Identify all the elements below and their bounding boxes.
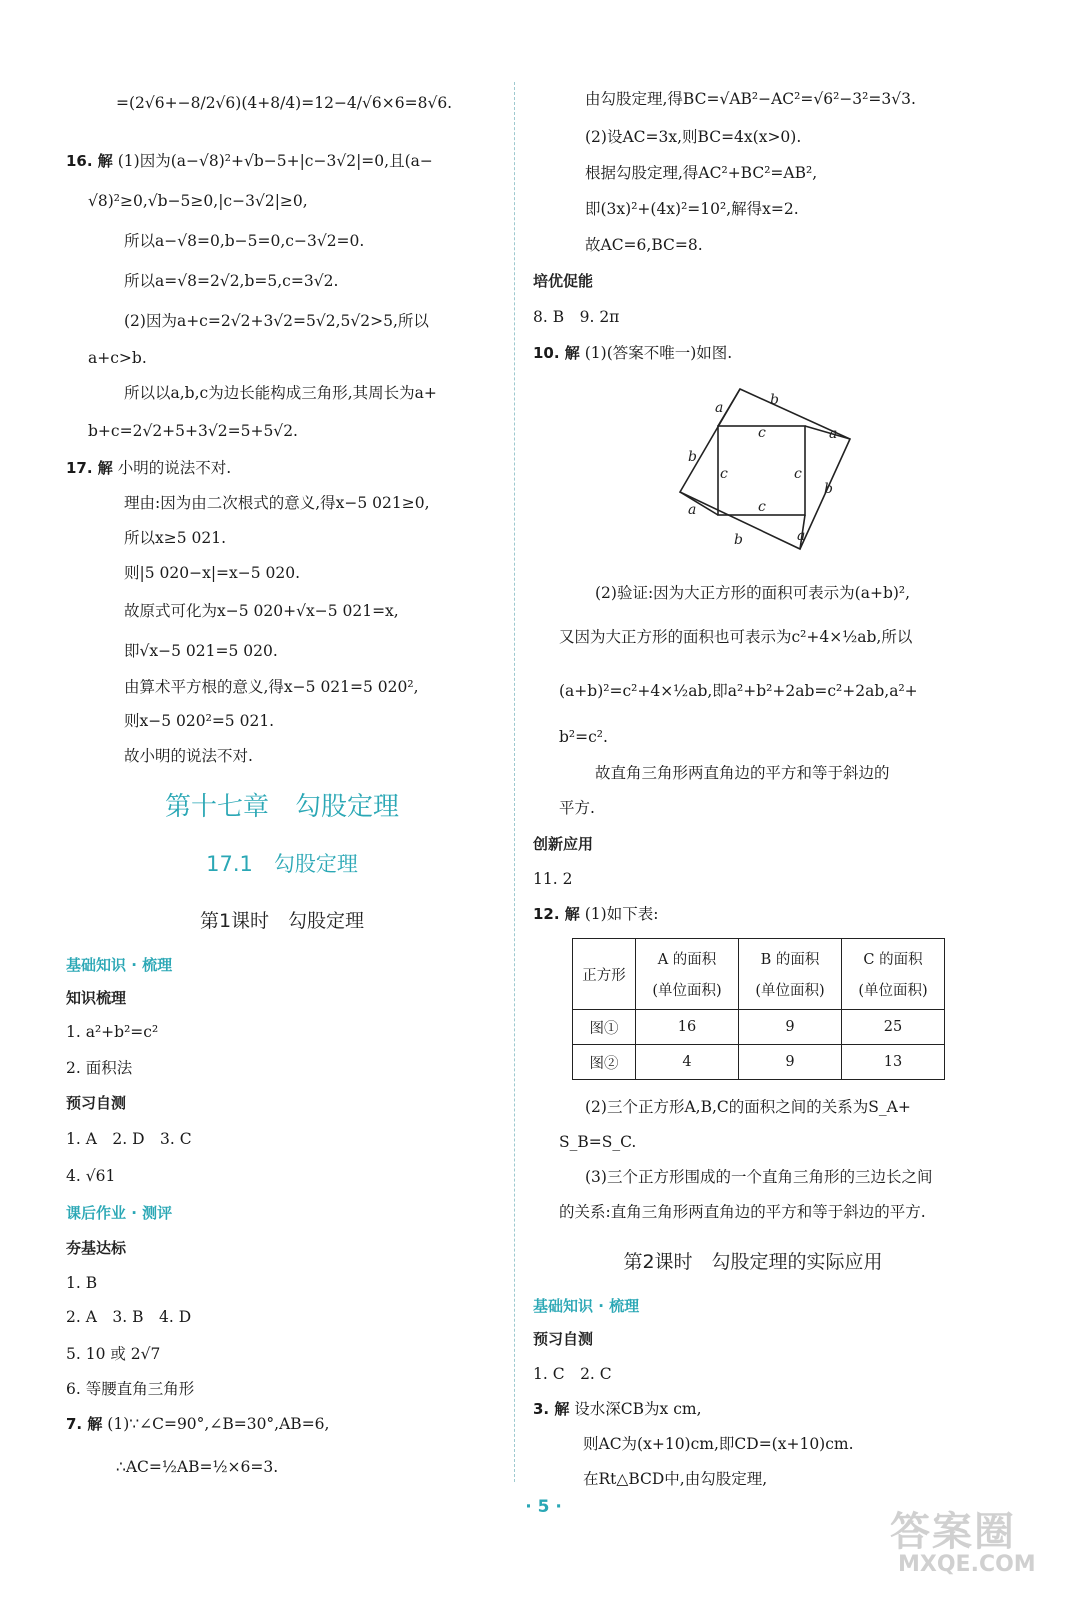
table-row-label: 图② [573,1045,636,1080]
lesson2-title: 第2课时 勾股定理的实际应用 [623,1251,883,1273]
advance-header: 培优促能 [533,272,594,290]
diagram-label: b [688,449,697,465]
q10-line-6: 故直角三角形两直角边的平方和等于斜边的 [595,764,890,782]
q17-line-4: 则|5 020−x|=x−5 020. [124,564,301,582]
q12-line-2: (2)三个正方形A,B,C的面积之间的关系为S_A+ [585,1098,911,1116]
answer-11: 11. 2 [533,870,573,888]
q17-line-9: 故小明的说法不对. [124,747,253,765]
diagram-label: b [824,481,833,497]
foundation-header: 夯基达标 [66,1239,127,1257]
r-line-2: (2)设AC=3x,则BC=4x(x>0). [585,128,802,146]
q10-line-3: 又因为大正方形的面积也可表示为c²+4×½ab,所以 [559,628,913,646]
homework-answer-1: 1. B [66,1274,98,1292]
diagram-label: a [797,528,806,544]
diagram-label: a [829,426,838,442]
chapter-title: 第十七章 勾股定理 [164,792,399,822]
r-line-5: 故AC=6,BC=8. [585,236,703,254]
watermark-logo: 答案圈 MXQE.COM [890,1509,1036,1577]
table-corner: 正方形 [573,939,636,1010]
homework-answer-6: 6. 等腰直角三角形 [66,1380,195,1398]
table-cell: 9 [739,1045,842,1080]
r-line-1: 由勾股定理,得BC=√AB²−AC²=√6²−3²=3√3. [585,90,916,108]
table-header-c: C 的面积 (单位面积) [842,939,945,1010]
q10-line-4: (a+b)²=c²+4×½ab,即a²+b²+2ab=c²+2ab,a²+ [559,682,918,700]
rq3-line-3: 在Rt△BCD中,由勾股定理, [583,1470,768,1488]
q17-line-8: 则x−5 020²=5 021. [124,712,275,730]
diagram-label: b [734,532,743,548]
diagram-inner-label: c [758,425,766,441]
q17-line-1: 17. 解 小明的说法不对. [66,459,232,477]
table-row [573,1045,945,1080]
q16-line-3: 所以a−√8=0,b−5=0,c−3√2=0. [124,232,365,250]
column-divider [514,82,515,1482]
diagram-label: b [770,392,779,408]
rq3-line-2: 则AC为(x+10)cm,即CD=(x+10)cm. [583,1435,854,1453]
q10-line-5: b²=c². [559,728,608,746]
lesson1-title: 第1课时 勾股定理 [199,910,365,932]
square-area-table [572,938,945,1080]
preview-test-header-2: 预习自测 [533,1330,594,1348]
preview-answers-1-3: 1. A 2. D 3. C [66,1130,192,1148]
table-header-row [573,939,945,1010]
rq3-line-1: 3. 解 设水深CB为x cm, [533,1400,702,1418]
q16-line-7: 所以以a,b,c为边长能构成三角形,其周长为a+ [124,384,437,402]
q12-line-1: 12. 解 (1)如下表: [533,905,659,923]
preview-answer-4: 4. √61 [66,1167,116,1185]
homework-answer-5: 5. 10 或 2√7 [66,1345,161,1363]
advance-answers-8-9: 8. B 9. 2π [533,308,620,326]
table-row-label: 图① [573,1010,636,1045]
q10-line-2: (2)验证:因为大正方形的面积可表示为(a+b)², [595,584,911,602]
q16-line-2: √8)²≥0,√b−5≥0,|c−3√2|≥0, [88,192,308,210]
diagram-inner-label: c [794,466,802,482]
section-title: 17.1 勾股定理 [206,852,358,876]
basic-knowledge-header: 基础知识 · 梳理 [66,956,173,974]
q17-line-5: 故原式可化为x−5 020+√x−5 021=x, [124,602,399,620]
table-cell: 13 [842,1045,945,1080]
table-header-b: B 的面积 (单位面积) [739,939,842,1010]
homework-answers-2-4: 2. A 3. B 4. D [66,1308,192,1326]
diagram-inner-label: c [758,499,766,515]
r-line-4: 即(3x)²+(4x)²=10²,解得x=2. [585,200,799,218]
table-cell: 9 [739,1010,842,1045]
table-cell: 25 [842,1010,945,1045]
diagram-label: a [688,502,697,518]
knowledge-review-header: 知识梳理 [66,989,127,1007]
creative-header: 创新应用 [533,835,594,853]
r-line-3: 根据勾股定理,得AC²+BC²=AB², [585,164,818,182]
q12-line-4: (3)三个正方形围成的一个直角三角形的三边长之间 [585,1168,933,1186]
page-number: · 5 · [525,1497,562,1517]
q7-line-1: 7. 解 (1)∵∠C=90°,∠B=30°,AB=6, [66,1415,330,1433]
q7-line-2: ∴AC=½AB=½×6=3. [116,1458,279,1476]
q12-line-5: 的关系:直角三角形两直角边的平方和等于斜边的平方. [559,1203,926,1221]
q16-line-8: b+c=2√2+5+3√2=5+5√2. [88,422,298,440]
q10-line-7: 平方. [559,799,595,817]
q16-line-4: 所以a=√8=2√2,b=5,c=3√2. [124,272,339,290]
q16-line-5: (2)因为a+c=2√2+3√2=5√2,5√2>5,所以 [124,312,429,330]
preview-test-header: 预习自测 [66,1094,127,1112]
q12-line-3: S_B=S_C. [559,1133,637,1151]
homework-header: 课后作业 · 测评 [66,1204,173,1222]
table-row [573,1010,945,1045]
knowledge-item-2: 2. 面积法 [66,1059,133,1077]
diagram-label: a [715,400,724,416]
q16-line-6: a+c>b. [88,349,147,367]
table-cell: 4 [636,1045,739,1080]
table-cell: 16 [636,1010,739,1045]
q17-line-6: 即√x−5 021=5 020. [124,642,278,660]
q17-line-3: 所以x≥5 021. [124,529,227,547]
table-header-a: A 的面积 (单位面积) [636,939,739,1010]
q10-line-1: 10. 解 (1)(答案不唯一)如图. [533,344,733,362]
q17-line-7: 由算术平方根的意义,得x−5 021=5 020², [124,678,419,696]
equation-line: =(2√6+−8/2√6)(4+8/4)=12−4/√6×6=8√6. [116,94,453,112]
preview-answers-2: 1. C 2. C [533,1365,612,1383]
knowledge-item-1: 1. a²+b²=c² [66,1023,159,1041]
diagram-inner-label: c [720,466,728,482]
q17-line-2: 理由:因为由二次根式的意义,得x−5 021≥0, [124,494,430,512]
q16-line-1: 16. 解 (1)因为(a−√8)²+√b−5+|c−3√2|=0,且(a− [66,152,433,170]
basic-knowledge-header-2: 基础知识 · 梳理 [533,1297,640,1315]
pythagoras-square-diagram [670,380,860,560]
